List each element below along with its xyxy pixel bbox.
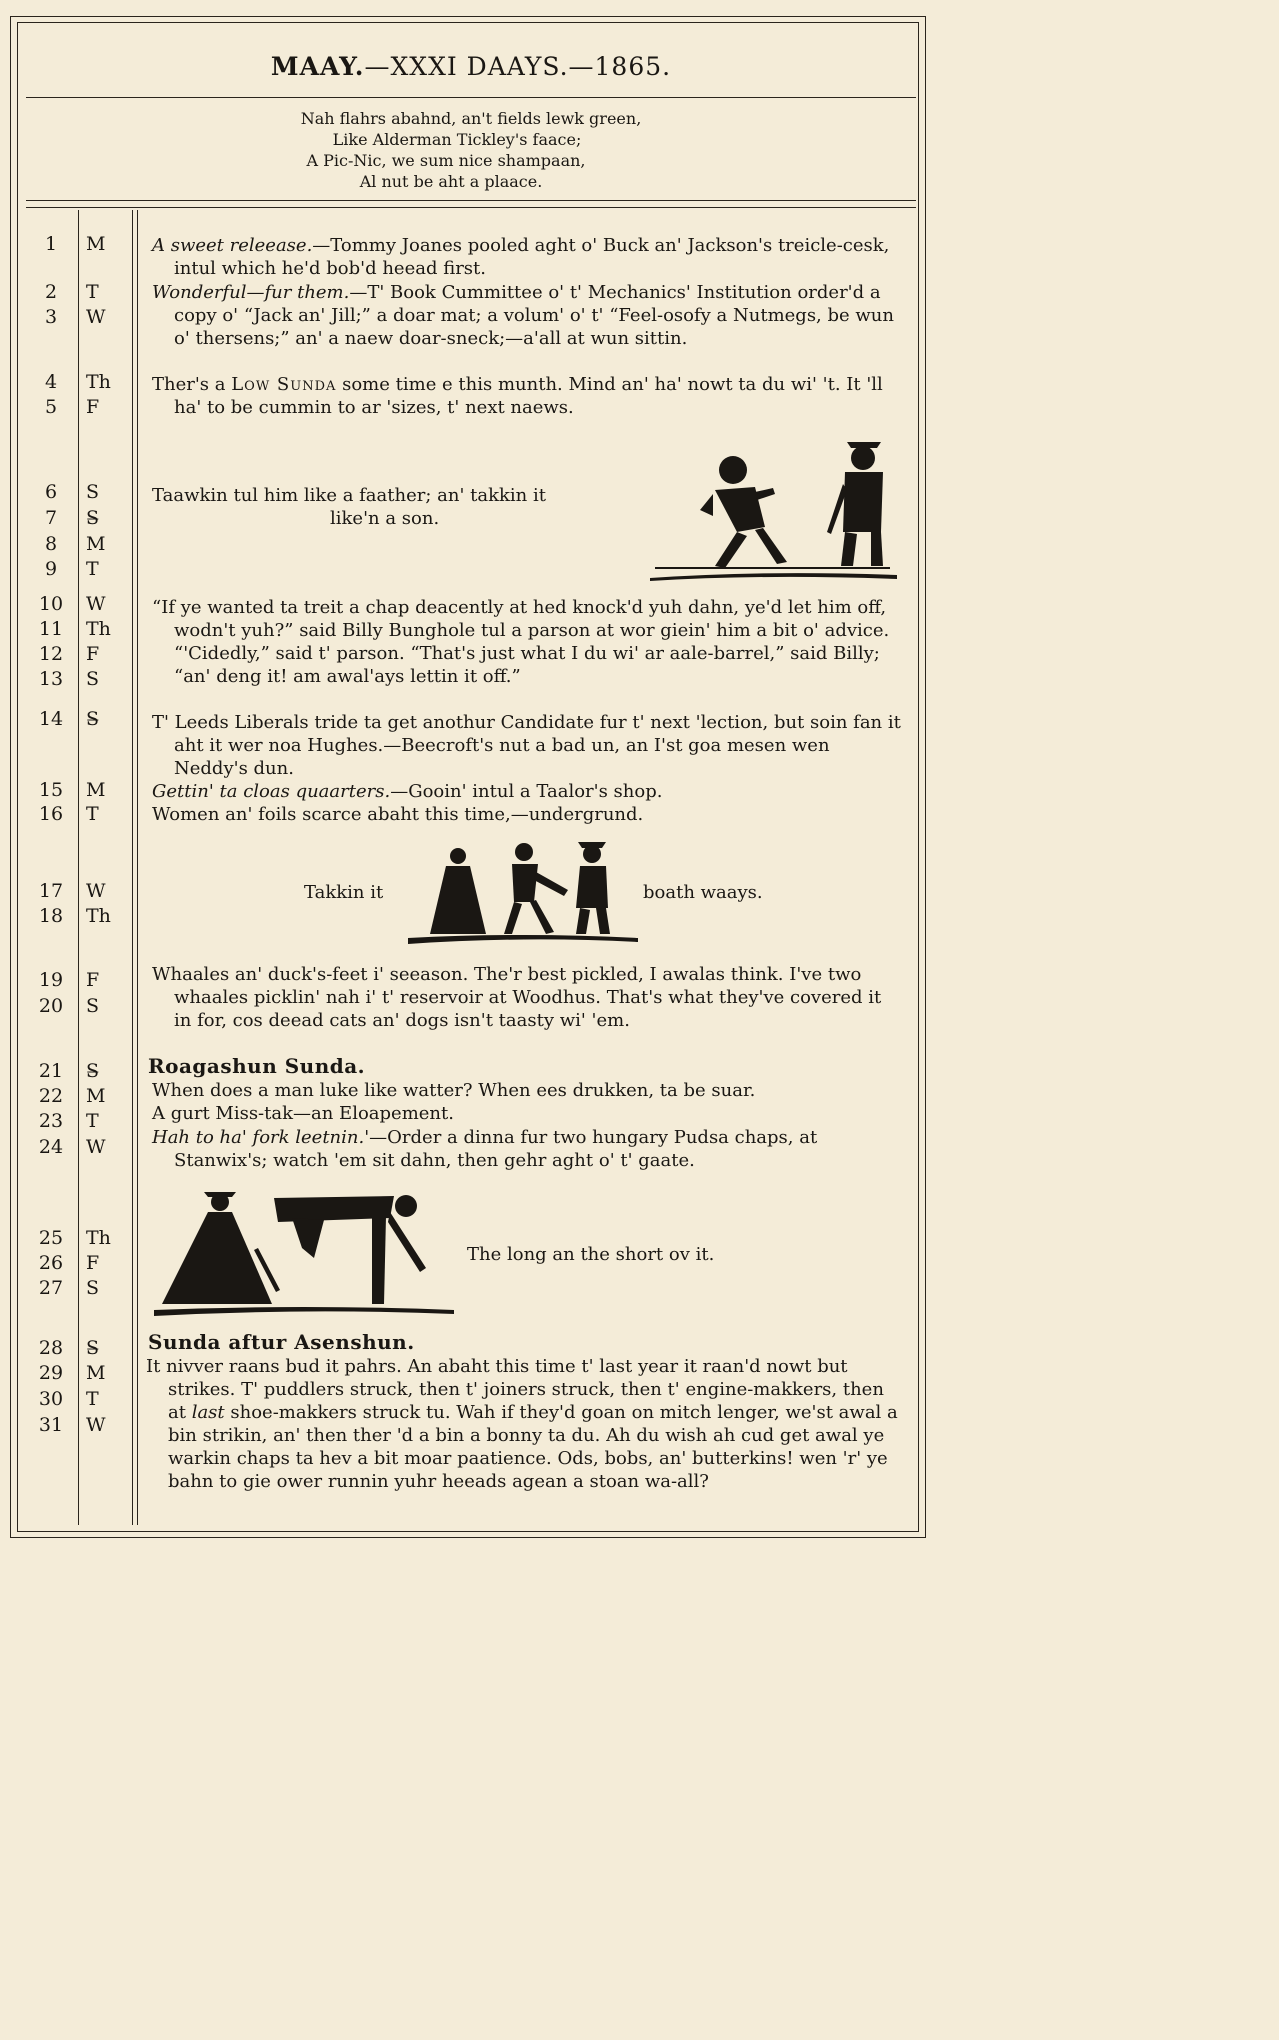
weekday: M [86, 533, 106, 555]
woodcut-tall-and-short-icon [154, 1188, 458, 1318]
weekday: Th [86, 905, 111, 927]
entry-lead: Gettin' ta cloas quaarters. [152, 781, 391, 802]
column-divider-1 [78, 210, 79, 1525]
verse-line: Nah flahrs abahnd, an't fields lewk green, [300, 109, 642, 128]
caption-line: Taawkin tul him like a faather; an' takkin it [152, 485, 546, 506]
entry-text: When does a man luke like watter? When ees drukken, ta be suar. [152, 1080, 756, 1101]
heading-roagashun-sunda: Roagashun Sunda. [148, 1054, 366, 1078]
day-number: 8 [44, 533, 58, 555]
illustration-caption-1 [152, 484, 642, 530]
entry-fork-leetnin [152, 1126, 902, 1172]
column-divider-2 [132, 210, 133, 1525]
entry-miss-tak [152, 1102, 902, 1125]
entry-text: T' Leeds Liberals tride ta get anothur Candidate fur t' next 'lection, but soin fan it aht it wer noa Hughes.—Beecroft's nut a bad un, an I'st goa mesen wen Neddy's dun. [152, 712, 901, 779]
weekday: F [86, 396, 100, 418]
entry-sweet-release [152, 234, 902, 280]
day-number: 25 [38, 1227, 64, 1249]
day-number: 26 [38, 1252, 64, 1274]
day-number: 30 [38, 1388, 64, 1410]
day-number: 7 [44, 507, 58, 529]
entry-low-sunda [152, 373, 902, 419]
verse-line: A Pic-Nic, we sum nice shampaan, [306, 151, 586, 170]
title-rule [26, 97, 916, 98]
weekday: T [86, 1110, 99, 1132]
day-number: 18 [38, 905, 64, 927]
day-number: 4 [44, 371, 58, 393]
weekday: S [86, 995, 100, 1017]
weekday: M [86, 1085, 106, 1107]
entry-lead: Wonderful—fur them. [152, 282, 350, 303]
entry-whaales [152, 963, 902, 1032]
day-number: 24 [38, 1136, 64, 1158]
entry-text: It nivver raans bud it pahrs. An abaht this time t' last year it raan'd nowt but strikes. T' puddlers struck, then t' joiners struck, then t' engine-makkers, then at [146, 1356, 884, 1423]
weekday: S̶ [86, 1060, 100, 1082]
day-number: 19 [38, 969, 64, 991]
entry-text: —T' Book Cummittee o' t' Mechanics' Institution order'd a copy o' “Jack an' Jill;” a doar mat; a volum' o' t' “Feel-osofy a Nutmegs, be wun o' thersens;” an' a naew doar-sneck;—a'all at wun sittin. [174, 282, 894, 349]
weekday: W [86, 306, 106, 328]
weekday: F [86, 969, 100, 991]
day-number: 13 [38, 668, 64, 690]
verse-line: Like Alderman Tickley's faace; [332, 130, 582, 149]
caption-long-and-short: The long an the short ov it. [467, 1244, 715, 1265]
heading-sunda-aftur-asenshun: Sunda aftur Asenshun. [148, 1330, 415, 1354]
day-number: 23 [38, 1110, 64, 1132]
weekday: Th [86, 618, 111, 640]
entry-lead: A sweet releease. [152, 235, 313, 256]
entry-strikes [146, 1355, 902, 1493]
entry-lead: Hah to ha' fork leetnin.' [152, 1127, 370, 1148]
weekday: S̶ [86, 708, 100, 730]
weekday: M [86, 779, 106, 801]
title-rest: —XXXI DAAYS.—1865. [364, 52, 672, 81]
weekday: Th [86, 1227, 111, 1249]
page-title [26, 52, 916, 81]
entry-text: A gurt Miss-tak—an Eloapement. [152, 1103, 454, 1124]
weekday: S̶ [86, 507, 100, 529]
entry-text: Women an' foils scarce abaht this time,—undergrund. [152, 804, 644, 825]
day-number: 21 [38, 1060, 64, 1082]
day-number: 22 [38, 1085, 64, 1107]
entry-leeds-liberals [152, 711, 902, 780]
entry-text: Whaales an' duck's-feet i' seeason. The'r best pickled, I awalas think. I've two whaales picklin' nah i' t' reservoir at Woodhus. That's what they've covered it in for, cos deead cats an' dogs isn't taasty wi' 'em. [152, 964, 882, 1031]
weekday: S [86, 481, 100, 503]
day-number: 6 [44, 481, 58, 503]
verse-rule-1 [26, 200, 916, 201]
weekday: T [86, 558, 99, 580]
day-number: 28 [38, 1337, 64, 1359]
day-number: 14 [38, 708, 64, 730]
day-number: 16 [38, 803, 64, 825]
column-divider-3 [137, 210, 138, 1525]
weekday: S [86, 668, 100, 690]
weekday: W [86, 1136, 106, 1158]
entry-text: “If ye wanted ta treit a chap deacently at hed knock'd yuh dahn, ye'd let him off, wodn't yuh?” said Billy Bunghole tul a parson at wor giein' him a bit o' advice. “'Cidedly,” said t' parson. “That's just what I du wi' ar aale-barrel,” said Billy; “an' deng it! am awal'ays lettin it off.” [152, 597, 890, 687]
weekday: S̶ [86, 1337, 100, 1359]
weekday: T [86, 803, 99, 825]
entry-text: Ther's a [152, 374, 232, 395]
day-number: 27 [38, 1277, 64, 1299]
weekday: W [86, 593, 106, 615]
day-number: 17 [38, 880, 64, 902]
weekday: F [86, 643, 100, 665]
weekday: M [86, 233, 106, 255]
day-number: 5 [44, 396, 58, 418]
weekday: W [86, 880, 106, 902]
entry-text: shoe-makkers struck tu. Wah if they'd goan on mitch lenger, we'st awal a bin strikin, an' then ther 'd a bin a bonny ta du. Ah du wish ah cud get awal ye warkin chaps ta hev a bit moar paatience. Ods, bobs, an' butterkins! wen 'r' ye bahn to gie ower runnin yuhr heeads agean a stoan wa-all? [168, 1402, 898, 1492]
day-number: 2 [44, 281, 58, 303]
weekday: T [86, 1388, 99, 1410]
entry-wonderful [152, 281, 902, 350]
day-number: 31 [38, 1414, 64, 1436]
verse-line: Al nut be aht a plaace. [359, 172, 543, 191]
title-main: MAAY. [270, 52, 365, 81]
day-number: 15 [38, 779, 64, 801]
verse-rule-2 [26, 207, 916, 208]
entry-women-foils [152, 803, 902, 826]
entry-text: —Tommy Joanes pooled aght o' Buck an' Jackson's treicle-cesk, intul which he'd bob'd heead first. [174, 235, 890, 279]
weekday: S [86, 1277, 100, 1299]
day-number: 11 [38, 618, 64, 640]
day-number: 20 [38, 995, 64, 1017]
day-number: 9 [44, 558, 58, 580]
entry-italic-word: last [191, 1402, 225, 1423]
woodcut-two-men-icon [645, 432, 901, 582]
verse [26, 108, 916, 192]
entry-text: —Gooin' intul a Taalor's shop. [390, 781, 663, 802]
weekday: M [86, 1362, 106, 1384]
day-number: 10 [38, 593, 64, 615]
weekday: T [86, 281, 99, 303]
entry-text: some time e this munth. Mind an' ha' nowt ta du wi' 't. It 'll ha' to be cummin to ar 'sizes, t' next naews. [174, 374, 883, 418]
caption-takkin-it: Takkin it [304, 882, 384, 903]
entry-text: —Order a dinna fur two hungary Pudsa chaps, at Stanwix's; watch 'em sit dahn, then gehr aght o' t' gaate. [174, 1127, 818, 1171]
caption-line: like'n a son. [330, 508, 440, 529]
entry-small-caps: Low Sunda [231, 374, 337, 395]
day-number: 12 [38, 643, 64, 665]
day-number: 29 [38, 1362, 64, 1384]
entry-billy-bunghole [152, 596, 902, 688]
entry-cloas-quaarters [152, 780, 902, 803]
caption-boath-waays: boath waays. [643, 882, 763, 903]
day-number: 1 [44, 233, 58, 255]
weekday: Th [86, 371, 111, 393]
weekday: F [86, 1252, 100, 1274]
day-number: 3 [44, 306, 58, 328]
weekday: W [86, 1414, 106, 1436]
entry-watter [152, 1079, 902, 1102]
woodcut-three-figures-icon [408, 838, 640, 944]
